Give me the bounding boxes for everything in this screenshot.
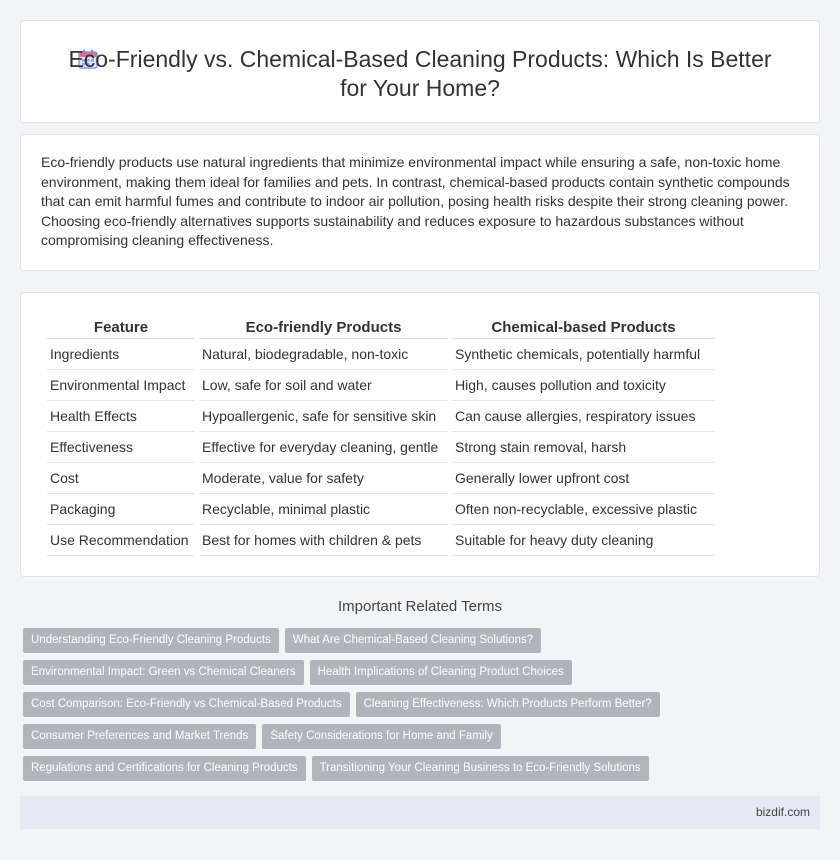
cell-eco: Hypoallergenic, safe for sensitive skin <box>199 401 448 432</box>
cell-chemical: Suitable for heavy duty cleaning <box>452 525 715 556</box>
table-row <box>47 401 715 432</box>
cell-eco: Natural, biodegradable, non-toxic <box>199 339 448 370</box>
site-link[interactable]: bizdif.com <box>755 805 810 819</box>
related-term-tag[interactable]: Regulations and Certifications for Cleaning Products <box>23 756 306 781</box>
cell-chemical: Can cause allergies, respiratory issues <box>452 401 715 432</box>
cell-chemical: High, causes pollution and toxicity <box>452 370 715 401</box>
cell-eco: Effective for everyday cleaning, gentle <box>199 432 448 463</box>
table-row <box>47 525 715 556</box>
related-term-tag[interactable]: Consumer Preferences and Market Trends <box>23 724 256 749</box>
intro-card <box>20 134 820 271</box>
related-term-tag[interactable]: Transitioning Your Cleaning Business to Eco-Friendly Solutions <box>312 756 649 781</box>
related-term-tag[interactable]: Environmental Impact: Green vs Chemical Cleaners <box>23 660 304 685</box>
tag-row <box>23 724 723 756</box>
related-term-tag[interactable]: Cost Comparison: Eco-Friendly vs Chemical-Based Products <box>23 692 350 717</box>
cell-eco: Best for homes with children & pets <box>199 525 448 556</box>
table-row <box>47 370 715 401</box>
tag-row <box>23 756 723 788</box>
related-terms-title: Important Related Terms <box>338 598 502 615</box>
cell-eco: Low, safe for soil and water <box>199 370 448 401</box>
cell-feature: Use Recommendation <box>47 525 195 556</box>
cell-feature: Ingredients <box>47 339 195 370</box>
related-terms-list <box>23 628 723 788</box>
related-term-tag[interactable]: Safety Considerations for Home and Family <box>262 724 500 749</box>
page-title: Eco-Friendly vs. Chemical-Based Cleaning Products: Which Is Better for Your Home? <box>68 46 772 101</box>
cell-feature: Environmental Impact <box>47 370 195 401</box>
comparison-table-card <box>20 292 820 577</box>
cell-chemical: Synthetic chemicals, potentially harmful <box>452 339 715 370</box>
table-row <box>47 339 715 370</box>
tag-row <box>23 692 723 724</box>
cell-eco: Recyclable, minimal plastic <box>199 494 448 525</box>
cell-chemical: Often non-recyclable, excessive plastic <box>452 494 715 525</box>
cell-feature: Health Effects <box>47 401 195 432</box>
tag-row <box>23 660 723 692</box>
table-row <box>47 463 715 494</box>
comparison-table <box>43 315 719 556</box>
cell-chemical: Strong stain removal, harsh <box>452 432 715 463</box>
intro-paragraph: Eco-friendly products use natural ingredients that minimize environmental impact while ensuring a safe, non-toxic home environment, making them ideal for families and pets. In contrast, chemical-based products contain synthetic compounds that can emit harmful fumes and contribute to indoor air pollution, posing health risks despite their strong cleaning power. Choosing eco-friendly alternatives supports sustainability and reduces exposure to hazardous substances without compromising cleaning effectiveness. <box>41 154 790 249</box>
cell-chemical: Generally lower upfront cost <box>452 463 715 494</box>
header-eco: Eco-friendly Products <box>199 315 448 339</box>
related-term-tag[interactable]: What Are Chemical-Based Cleaning Solutions? <box>285 628 541 653</box>
cell-feature: Packaging <box>47 494 195 525</box>
header-chemical: Chemical-based Products <box>452 315 715 339</box>
tag-row <box>23 628 723 660</box>
header-card <box>20 20 820 123</box>
table-header-row <box>47 315 715 339</box>
cell-feature: Cost <box>47 463 195 494</box>
table-row <box>47 432 715 463</box>
table-row <box>47 494 715 525</box>
footer-bar <box>20 796 820 829</box>
cell-feature: Effectiveness <box>47 432 195 463</box>
header-feature: Feature <box>47 315 195 339</box>
related-term-tag[interactable]: Cleaning Effectiveness: Which Products Perform Better? <box>356 692 660 717</box>
related-term-tag[interactable]: Understanding Eco-Friendly Cleaning Products <box>23 628 279 653</box>
cell-eco: Moderate, value for safety <box>199 463 448 494</box>
related-term-tag[interactable]: Health Implications of Cleaning Product Choices <box>310 660 572 685</box>
